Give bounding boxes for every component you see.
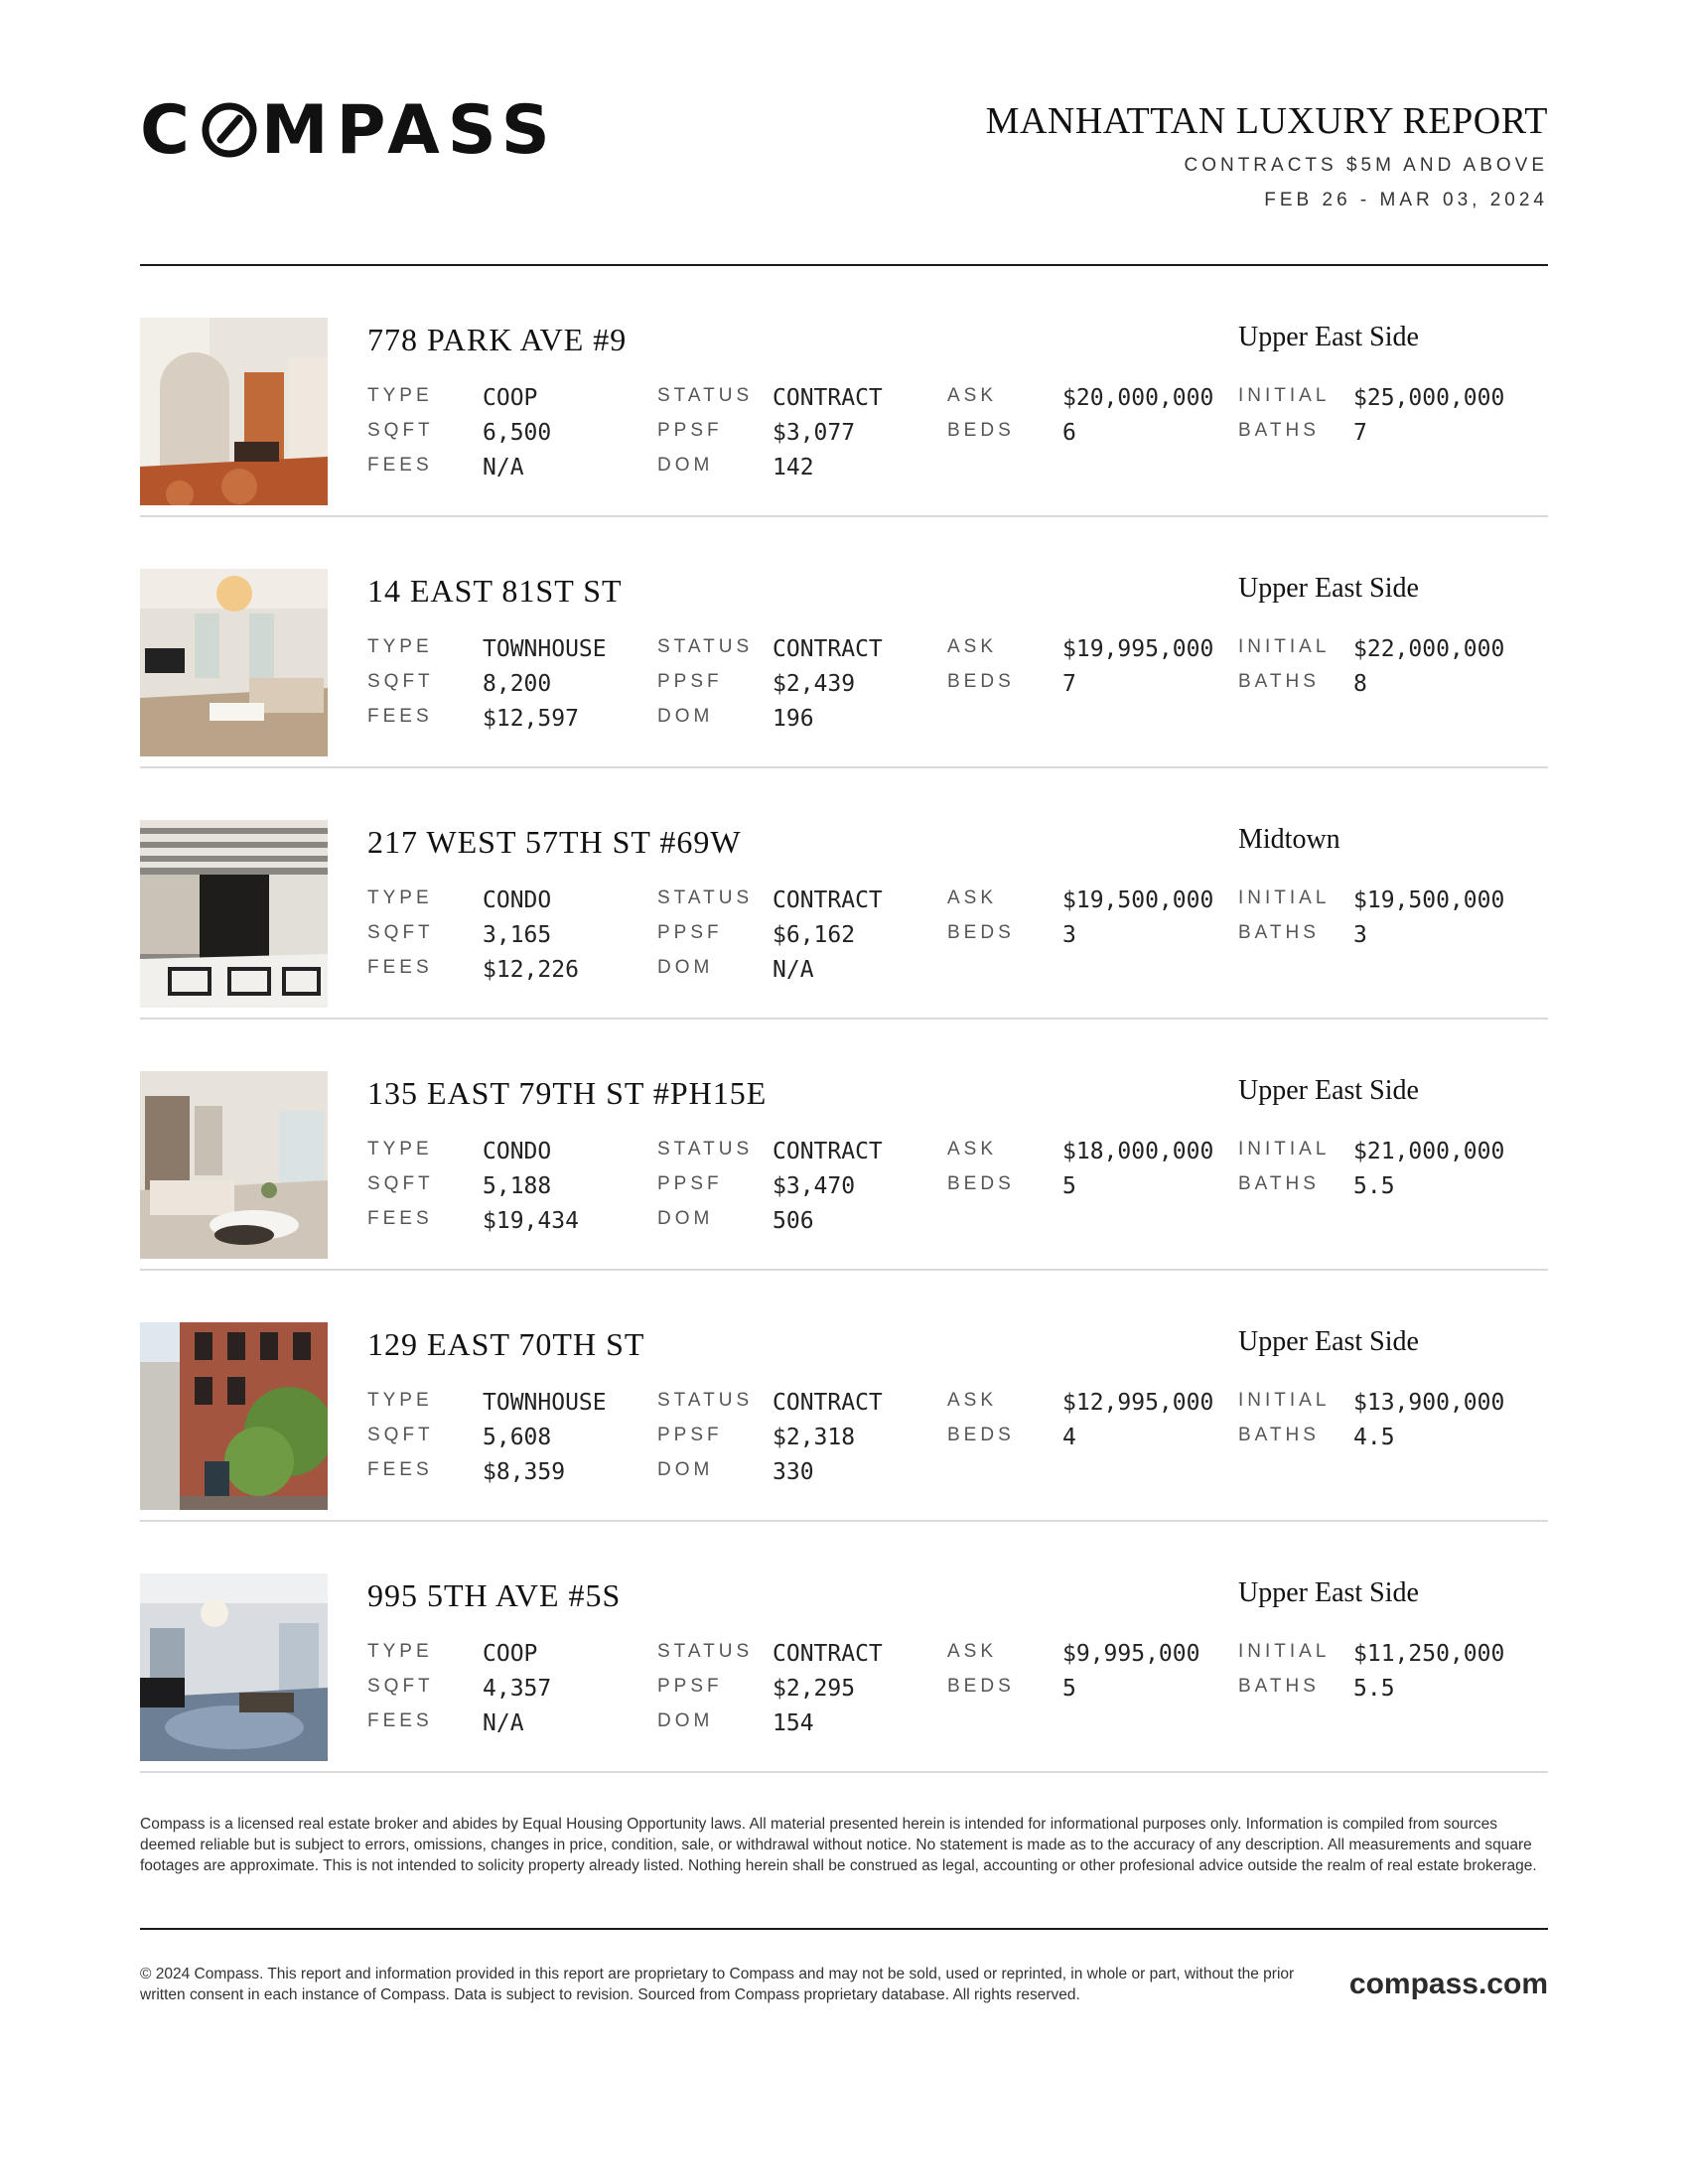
ask-label: ASK — [947, 1139, 998, 1160]
type-value: CONDO — [483, 1139, 552, 1164]
type-value: COOP — [483, 385, 538, 411]
ppsf-value: $6,162 — [773, 922, 856, 948]
sqft-label: SQFT — [367, 420, 434, 441]
initial-value: $13,900,000 — [1353, 1390, 1505, 1416]
fees-value: $12,226 — [483, 957, 579, 983]
report-page — [140, 0, 1548, 1773]
initial-value: $11,250,000 — [1353, 1641, 1505, 1667]
listing-row — [140, 1271, 1548, 1522]
fees-label: FEES — [367, 957, 433, 978]
type-value: TOWNHOUSE — [483, 1390, 607, 1416]
listing-photo — [140, 569, 328, 756]
baths-value: 8 — [1353, 671, 1367, 697]
beds-value: 4 — [1062, 1425, 1076, 1450]
ppsf-label: PPSF — [657, 1676, 723, 1697]
initial-label: INITIAL — [1238, 1390, 1331, 1411]
ask-value: $9,995,000 — [1062, 1641, 1200, 1667]
type-value: CONDO — [483, 887, 552, 913]
type-label: TYPE — [367, 1139, 433, 1160]
beds-label: BEDS — [947, 922, 1015, 943]
ppsf-label: PPSF — [657, 420, 723, 441]
listing-neighborhood: Upper East Side — [1238, 322, 1419, 352]
status-value: CONTRACT — [773, 1390, 883, 1416]
initial-value: $25,000,000 — [1353, 385, 1505, 411]
fees-value: N/A — [483, 455, 524, 480]
beds-label: BEDS — [947, 420, 1015, 441]
ask-label: ASK — [947, 636, 998, 657]
initial-label: INITIAL — [1238, 1641, 1331, 1662]
status-value: CONTRACT — [773, 1139, 883, 1164]
dom-label: DOM — [657, 957, 714, 978]
dom-value: N/A — [773, 957, 814, 983]
dom-value: 142 — [773, 455, 814, 480]
listing-photo — [140, 820, 328, 1008]
report-header — [140, 0, 1548, 266]
baths-value: 5.5 — [1353, 1173, 1395, 1199]
website-link[interactable]: compass.com — [1348, 1968, 1548, 2000]
sqft-label: SQFT — [367, 1173, 434, 1194]
sqft-value: 8,200 — [483, 671, 552, 697]
sqft-value: 5,608 — [483, 1425, 552, 1450]
type-label: TYPE — [367, 1641, 433, 1662]
dom-label: DOM — [657, 706, 714, 727]
sqft-value: 3,165 — [483, 922, 552, 948]
beds-label: BEDS — [947, 671, 1015, 692]
ask-value: $19,995,000 — [1062, 636, 1214, 662]
ask-label: ASK — [947, 1390, 998, 1411]
status-value: CONTRACT — [773, 636, 883, 662]
status-label: STATUS — [657, 1139, 754, 1160]
ask-label: ASK — [947, 887, 998, 908]
listing-row — [140, 266, 1548, 517]
listing-address: 129 EAST 70TH ST — [367, 1326, 645, 1362]
status-value: CONTRACT — [773, 887, 883, 913]
baths-value: 5.5 — [1353, 1676, 1395, 1702]
report-date-range: FEB 26 - MAR 03, 2024 — [1264, 190, 1548, 210]
baths-label: BATHS — [1238, 1676, 1320, 1697]
listing-neighborhood: Upper East Side — [1238, 1075, 1419, 1106]
dom-label: DOM — [657, 1459, 714, 1480]
beds-value: 6 — [1062, 420, 1076, 446]
listing-neighborhood: Midtown — [1238, 824, 1340, 855]
beds-label: BEDS — [947, 1676, 1015, 1697]
status-label: STATUS — [657, 385, 754, 406]
status-label: STATUS — [657, 1390, 754, 1411]
status-value: CONTRACT — [773, 385, 883, 411]
footer-divider — [140, 1928, 1548, 1930]
status-label: STATUS — [657, 887, 754, 908]
baths-label: BATHS — [1238, 1425, 1320, 1445]
disclaimer-text: Compass is a licensed real estate broker and abides by Equal Housing Opportunity laws. All material presented herein is intended for informational purposes only. Information is compiled from sources deemed reliable but is subject to errors, omissions, changes in price, condition, sale, or withdrawal without notice. No statement is made as to the accuracy of any description. All measurements and square footages are approximate. This is not intended to solicity property already listed. Nothing herein shall be construed as legal, accounting or other profesional advice outside the realm of real estate brokerage. — [140, 1816, 1537, 1874]
type-value: COOP — [483, 1641, 538, 1667]
beds-value: 5 — [1062, 1676, 1076, 1702]
listing-row — [140, 517, 1548, 768]
baths-label: BATHS — [1238, 671, 1320, 692]
baths-value: 3 — [1353, 922, 1367, 948]
ppsf-label: PPSF — [657, 922, 723, 943]
listing-neighborhood: Upper East Side — [1238, 573, 1419, 604]
sqft-label: SQFT — [367, 1425, 434, 1445]
ask-value: $18,000,000 — [1062, 1139, 1214, 1164]
sqft-value: 4,357 — [483, 1676, 552, 1702]
status-value: CONTRACT — [773, 1641, 883, 1667]
listing-photo — [140, 1573, 328, 1761]
ask-value: $20,000,000 — [1062, 385, 1214, 411]
listing-address: 135 EAST 79TH ST #PH15E — [367, 1075, 768, 1111]
dom-value: 506 — [773, 1208, 814, 1234]
listing-address: 217 WEST 57TH ST #69W — [367, 824, 742, 860]
ppsf-value: $2,295 — [773, 1676, 856, 1702]
listing-address: 778 PARK AVE #9 — [367, 322, 628, 357]
sqft-label: SQFT — [367, 671, 434, 692]
beds-label: BEDS — [947, 1425, 1015, 1445]
dom-label: DOM — [657, 1208, 714, 1229]
listing-neighborhood: Upper East Side — [1238, 1577, 1419, 1608]
ask-label: ASK — [947, 385, 998, 406]
sqft-value: 6,500 — [483, 420, 552, 446]
fees-label: FEES — [367, 1208, 433, 1229]
ppsf-value: $2,439 — [773, 671, 856, 697]
dom-value: 330 — [773, 1459, 814, 1485]
compass-o-mark-icon — [200, 100, 259, 160]
baths-label: BATHS — [1238, 420, 1320, 441]
ppsf-value: $2,318 — [773, 1425, 856, 1450]
type-label: TYPE — [367, 887, 433, 908]
listing-address: 14 EAST 81ST ST — [367, 573, 623, 609]
initial-label: INITIAL — [1238, 887, 1331, 908]
dom-value: 196 — [773, 706, 814, 732]
report-subtitle: CONTRACTS $5M AND ABOVE — [1184, 155, 1548, 176]
copyright-text: © 2024 Compass. This report and information provided in this report are proprietary to Compass and may not be sold, used or reprinted, in whole or part, without the prior written consent in each instance of Compass. Data is subject to revision. Sourced from Compass proprietary database. All rights reserved. — [140, 1966, 1295, 2003]
listing-row — [140, 1522, 1548, 1773]
sqft-value: 5,188 — [483, 1173, 552, 1199]
initial-label: INITIAL — [1238, 636, 1331, 657]
fees-label: FEES — [367, 706, 433, 727]
beds-value: 3 — [1062, 922, 1076, 948]
baths-value: 4.5 — [1353, 1425, 1395, 1450]
dom-label: DOM — [657, 1710, 714, 1731]
listing-row — [140, 768, 1548, 1020]
ppsf-label: PPSF — [657, 671, 723, 692]
fees-value: N/A — [483, 1710, 524, 1736]
dom-value: 154 — [773, 1710, 814, 1736]
fees-label: FEES — [367, 455, 433, 476]
baths-label: BATHS — [1238, 922, 1320, 943]
listing-address: 995 5TH AVE #5S — [367, 1577, 622, 1613]
type-value: TOWNHOUSE — [483, 636, 607, 662]
beds-value: 7 — [1062, 671, 1076, 697]
status-label: STATUS — [657, 1641, 754, 1662]
listings — [140, 266, 1548, 1773]
ppsf-label: PPSF — [657, 1173, 723, 1194]
fees-label: FEES — [367, 1459, 433, 1480]
status-label: STATUS — [657, 636, 754, 657]
initial-value: $22,000,000 — [1353, 636, 1505, 662]
initial-value: $19,500,000 — [1353, 887, 1505, 913]
listing-neighborhood: Upper East Side — [1238, 1326, 1419, 1357]
fees-value: $12,597 — [483, 706, 579, 732]
fees-value: $19,434 — [483, 1208, 579, 1234]
initial-label: INITIAL — [1238, 1139, 1331, 1160]
listing-photo — [140, 1322, 328, 1510]
beds-label: BEDS — [947, 1173, 1015, 1194]
fees-value: $8,359 — [483, 1459, 566, 1485]
listing-row — [140, 1020, 1548, 1271]
type-label: TYPE — [367, 385, 433, 406]
ask-value: $12,995,000 — [1062, 1390, 1214, 1416]
report-title: MANHATTAN LUXURY REPORT — [985, 100, 1548, 142]
sqft-label: SQFT — [367, 922, 434, 943]
ask-value: $19,500,000 — [1062, 887, 1214, 913]
ppsf-label: PPSF — [657, 1425, 723, 1445]
initial-label: INITIAL — [1238, 385, 1331, 406]
listing-photo — [140, 318, 328, 505]
type-label: TYPE — [367, 1390, 433, 1411]
dom-label: DOM — [657, 455, 714, 476]
initial-value: $21,000,000 — [1353, 1139, 1505, 1164]
baths-value: 7 — [1353, 420, 1367, 446]
baths-label: BATHS — [1238, 1173, 1320, 1194]
fees-label: FEES — [367, 1710, 433, 1731]
ppsf-value: $3,077 — [773, 420, 856, 446]
compass-logo: C MPASS — [140, 91, 558, 170]
sqft-label: SQFT — [367, 1676, 434, 1697]
listing-photo — [140, 1071, 328, 1259]
beds-value: 5 — [1062, 1173, 1076, 1199]
ask-label: ASK — [947, 1641, 998, 1662]
type-label: TYPE — [367, 636, 433, 657]
ppsf-value: $3,470 — [773, 1173, 856, 1199]
